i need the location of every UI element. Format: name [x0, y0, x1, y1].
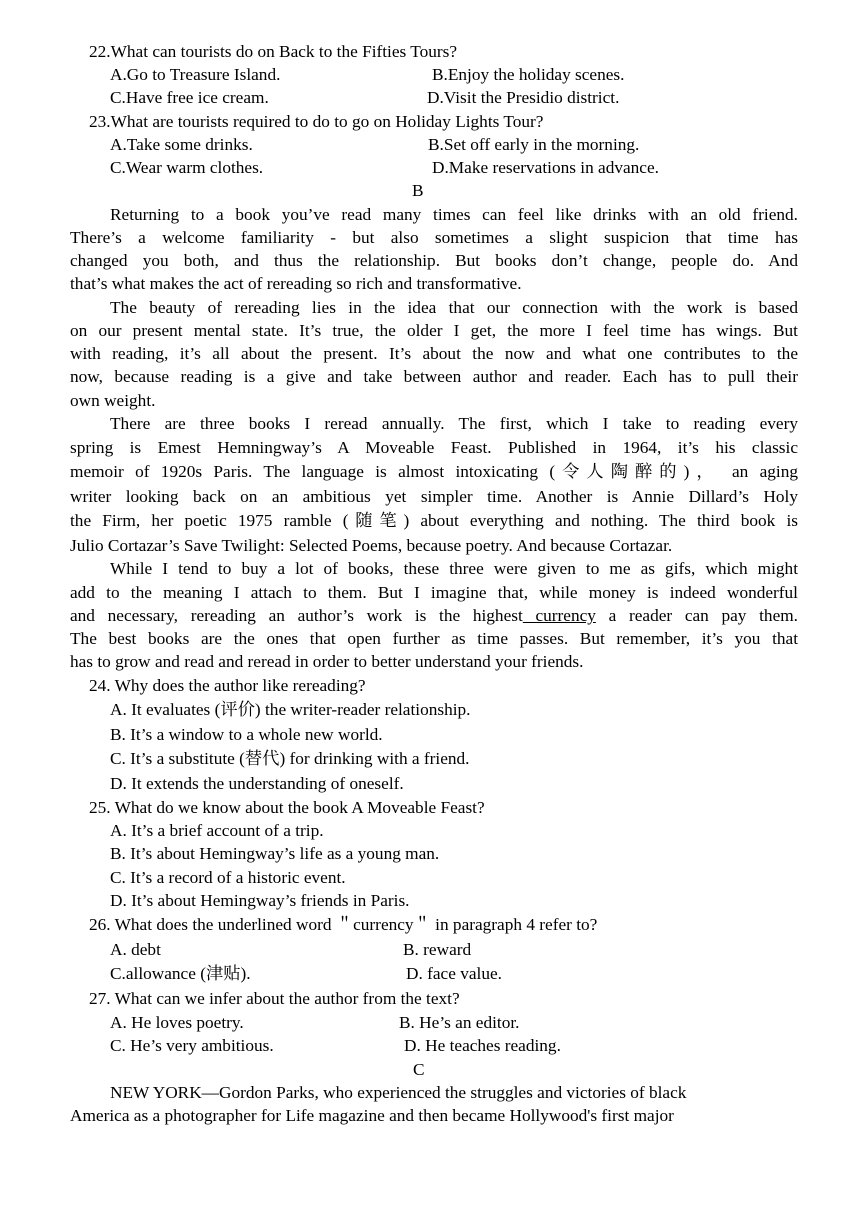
passage-b-p3-line: Julio Cortazar’s Save Twilight: Selected Poems, because poetry. And because Cortazar.	[70, 536, 673, 555]
question-24-option-b: B. It’s a window to a whole new world.	[110, 725, 383, 744]
passage-b-p1-line: changed you both, and thus the relationship. But books don’t change, people do. And	[70, 251, 798, 270]
passage-b-p4-line: While I tend to buy a lot of books, these three were given to me as gifs, which might	[110, 559, 798, 578]
passage-b-p2-line: with reading, it’s all about the present. It’s about the now and what one contributes to the	[70, 344, 798, 363]
passage-b-p4-line: The best books are the ones that open further as time passes. But remember, it’s you that	[70, 629, 798, 648]
passage-text: and necessary, rereading an author’s work is the highest	[70, 606, 523, 625]
passage-b-p3-line: writer looking back on an ambitious yet simpler time. Another is Annie Dillard’s Holy	[70, 487, 798, 506]
passage-b-p2-line: The beauty of rereading lies in the idea that our connection with the work is based	[110, 298, 798, 317]
question-27-option-b: B. He’s an editor.	[399, 1013, 520, 1032]
passage-b-p4-line	[70, 604, 798, 627]
question-25-option-b: B. It’s about Hemingway’s life as a young man.	[110, 844, 440, 863]
question-25-option-d: D. It’s about Hemingway’s friends in Paris.	[110, 891, 410, 910]
passage-b-p4-line: has to grow and read and reread in order to better understand your friends.	[70, 652, 584, 671]
question-26-option-d: D. face value.	[406, 964, 502, 983]
question-24-option-c: C. It’s a substitute (替代) for drinking with a friend.	[110, 749, 470, 768]
question-23-option-d: D.Make reservations in advance.	[432, 158, 659, 177]
passage-b-p1-line: There’s a welcome familiarity - but also sometimes a slight suspicion that time has	[70, 228, 798, 247]
question-23-option-b: B.Set off early in the morning.	[428, 135, 640, 154]
question-22-option-d: D.Visit the Presidio district.	[427, 88, 620, 107]
question-23-option-a: A.Take some drinks.	[110, 135, 253, 154]
passage-b-p2-line: now, because reading is a give and take between author and reader. Each has to pull their	[70, 367, 798, 386]
section-c-heading: C	[413, 1060, 425, 1079]
question-26-option-a: A. debt	[110, 940, 161, 959]
passage-b-p2-line: on our present mental state. It’s true, the older I get, the more I feel time has wings. But	[70, 321, 798, 340]
question-25-stem: 25. What do we know about the book A Moveable Feast?	[89, 798, 485, 817]
question-27-stem: 27. What can we infer about the author from the text?	[89, 989, 460, 1008]
passage-b-p3-line: There are three books I reread annually. The first, which I take to reading every	[110, 414, 798, 433]
question-27-option-a: A. He loves poetry.	[110, 1013, 244, 1032]
question-22-option-a: A.Go to Treasure Island.	[110, 65, 281, 84]
passage-b-p1-line: that’s what makes the act of rereading so rich and transformative.	[70, 274, 522, 293]
underlined-word-currency: currency	[522, 606, 596, 625]
section-b-heading: B	[412, 181, 424, 200]
question-23-option-c: C.Wear warm clothes.	[110, 158, 264, 177]
passage-b-p4-line: add to the meaning I attach to them. But I imagine that, while money is indeed wonderful	[70, 583, 798, 602]
question-23-stem: 23.What are tourists required to do to go on Holiday Lights Tour?	[89, 112, 544, 131]
passage-b-p3-line: memoir of 1920s Paris. The language is almost intoxicating (令人陶醉的)， an aging	[70, 462, 798, 481]
passage-c-line: NEW YORK—Gordon Parks, who experienced the struggles and victories of black	[110, 1083, 687, 1102]
passage-b-p3-line: spring is Emest Hemningway’s A Moveable Feast. Published in 1964, it’s his classic	[70, 438, 798, 457]
question-24-stem: 24. Why does the author like rereading?	[89, 676, 366, 695]
question-26-option-c: C.allowance (津贴).	[110, 964, 251, 983]
question-22-stem: 22.What can tourists do on Back to the Fifties Tours?	[89, 42, 458, 61]
passage-b-p1-line: Returning to a book you’ve read many times can feel like drinks with an old friend.	[110, 205, 798, 224]
question-27-option-c: C. He’s very ambitious.	[110, 1036, 274, 1055]
question-27-option-d: D. He teaches reading.	[404, 1036, 561, 1055]
question-25-option-a: A. It’s a brief account of a trip.	[110, 821, 324, 840]
question-24-option-d: D. It extends the understanding of oneself.	[110, 774, 404, 793]
question-25-option-c: C. It’s a record of a historic event.	[110, 868, 346, 887]
passage-b-p2-line: own weight.	[70, 391, 156, 410]
question-22-option-b: B.Enjoy the holiday scenes.	[432, 65, 625, 84]
question-26-stem: 26. What does the underlined word ＂currency＂ in paragraph 4 refer to?	[89, 915, 598, 934]
passage-text: a reader can pay them.	[595, 606, 799, 625]
question-26-option-b: B. reward	[403, 940, 472, 959]
question-22-option-c: C.Have free ice cream.	[110, 88, 269, 107]
passage-c-line: America as a photographer for Life magazine and then became Hollywood's first major	[70, 1106, 674, 1125]
question-24-option-a: A. It evaluates (评价) the writer-reader relationship.	[110, 700, 471, 719]
passage-b-p3-line: the Firm, her poetic 1975 ramble (随笔) about everything and nothing. The third book is	[70, 511, 798, 530]
